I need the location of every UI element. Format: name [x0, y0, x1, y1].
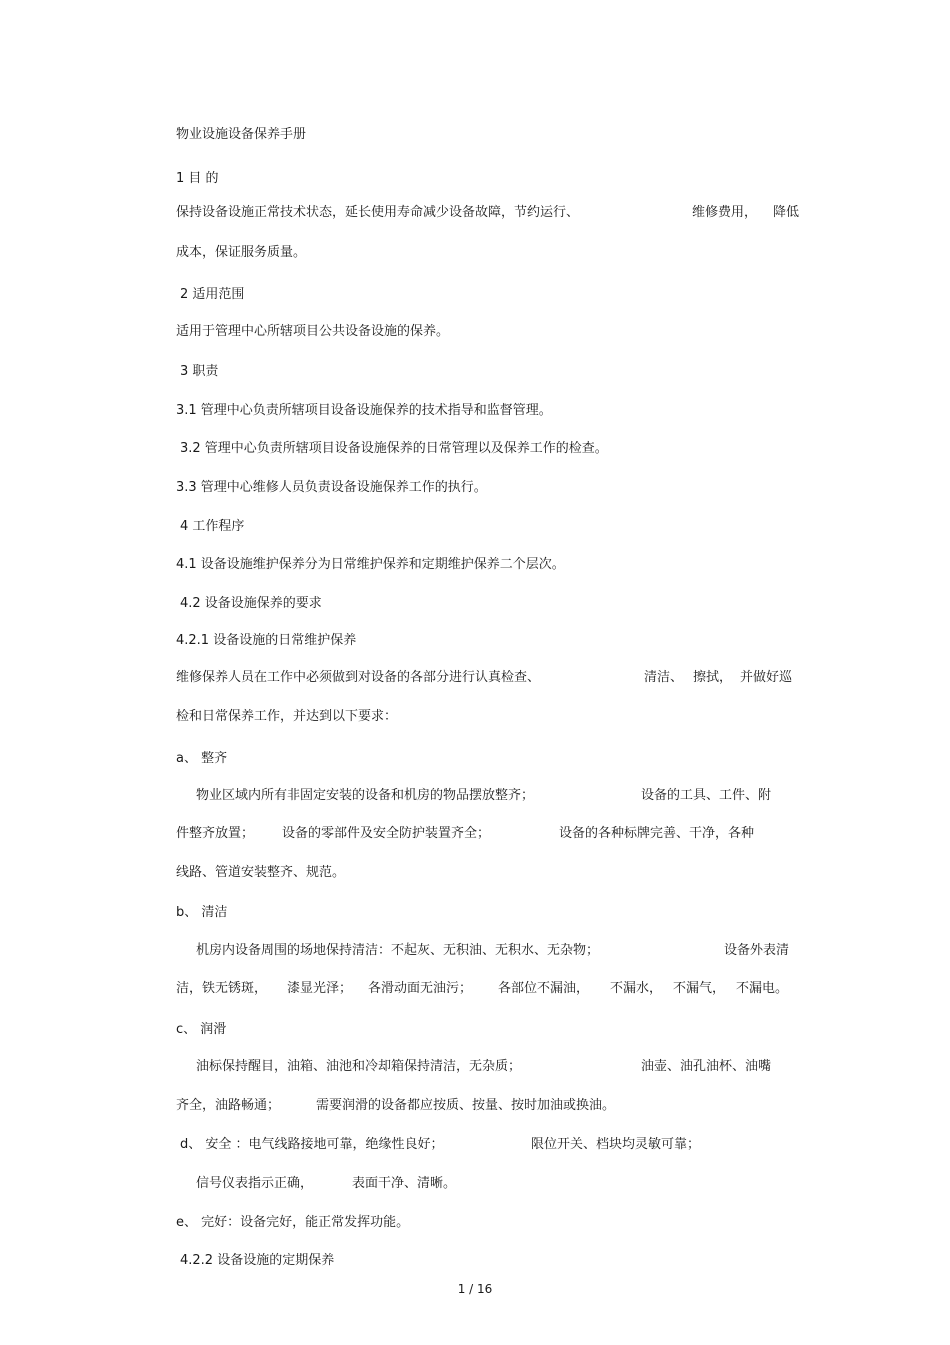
item-d-text: 表面干净、清晰。: [352, 1176, 457, 1191]
item-c-text: 油标保持醒目，油箱、油池和冷却箱保持清洁，无杂质；: [196, 1059, 522, 1074]
item-a-text: 设备的工具、工件、附: [641, 788, 772, 803]
item-c-text: 齐全，油路畅通；: [176, 1098, 281, 1113]
section-1-heading: 1 目 的: [176, 171, 219, 186]
section-4-2-1-text: 擦拭，: [693, 670, 733, 685]
section-4-2-1-text: 并做好巡: [740, 670, 793, 685]
item-b-text: 不漏气，: [673, 981, 726, 996]
item-c-text: 需要润滑的设备都应按质、按量、按时加油或换油。: [316, 1098, 616, 1113]
section-4-2-heading: 4.2 设备设施保养的要求: [180, 596, 322, 611]
item-a-text: 物业区域内所有非固定安装的设备和机房的物品摆放整齐；: [196, 788, 535, 803]
section-3-2-text: 3.2 管理中心负责所辖项目设备设施保养的日常管理以及保养工作的检查。: [180, 441, 608, 456]
section-4-1-text: 4.1 设备设施维护保养分为日常维护保养和定期维护保养二个层次。: [176, 557, 565, 572]
item-c-text: 油壶、油孔油杯、油嘴: [641, 1059, 772, 1074]
item-b-text: 不漏电。: [736, 981, 789, 996]
item-b-text: 机房内设备周围的场地保持清洁：不起灰、无积油、无积水、无杂物；: [196, 943, 600, 958]
item-a-text: 设备的各种标牌完善、干净，各种: [559, 826, 755, 841]
item-b-text: 各滑动面无油污；: [368, 981, 473, 996]
section-2-heading: 2 适用范围: [180, 287, 245, 302]
item-a-text: 线路、管道安装整齐、规范。: [176, 865, 346, 880]
item-a-text: 设备的零部件及安全防护装置齐全；: [282, 826, 491, 841]
section-4-2-1-heading: 4.2.1 设备设施的日常维护保养: [176, 633, 357, 648]
document-title: 物业设施设备保养手册: [176, 127, 307, 142]
item-c-label: c、 润滑: [176, 1022, 227, 1037]
item-b-text: 漆显光泽；: [287, 981, 353, 996]
item-d-text: 信号仪表指示正确，: [196, 1176, 314, 1191]
item-b-text: 洁，铁无锈斑，: [176, 981, 268, 996]
item-a-text: 件整齐放置；: [176, 826, 255, 841]
section-3-1-text: 3.1 管理中心负责所辖项目设备设施保养的技术指导和监督管理。: [176, 403, 552, 418]
section-4-2-1-text: 维修保养人员在工作中必须做到对设备的各部分进行认真检查、: [176, 670, 541, 685]
section-1-text: 成本，保证服务质量。: [176, 245, 307, 260]
item-b-text: 不漏水，: [610, 981, 663, 996]
section-4-heading: 4 工作程序: [180, 519, 245, 534]
item-d-text: 限位开关、档块均灵敏可靠；: [531, 1137, 701, 1152]
section-3-3-text: 3.3 管理中心维修人员负责设备设施保养工作的执行。: [176, 480, 487, 495]
item-b-label: b、 清洁: [176, 905, 228, 920]
section-4-2-2-heading: 4.2.2 设备设施的定期保养: [180, 1253, 335, 1268]
section-1-text: 维修费用，: [692, 205, 758, 220]
item-e-text: e、 完好：设备完好，能正常发挥功能。: [176, 1215, 410, 1230]
item-b-text: 设备外表清: [724, 943, 790, 958]
item-b-text: 各部位不漏油，: [498, 981, 590, 996]
section-1-text: 保持设备设施正常技术状态，延长使用寿命减少设备故障，节约运行、: [176, 205, 580, 220]
section-4-2-1-text: 清洁、: [644, 670, 684, 685]
item-a-label: a、 整齐: [176, 751, 228, 766]
section-2-text: 适用于管理中心所辖项目公共设备设施的保养。: [176, 324, 450, 339]
section-4-2-1-text: 检和日常保养工作，并达到以下要求：: [176, 709, 398, 724]
page-number: 1 / 16: [457, 1282, 493, 1296]
section-1-text: 降低: [773, 205, 800, 220]
section-3-heading: 3 职责: [180, 364, 219, 379]
item-d-text: d、 安全 ：电气线路接地可靠，绝缘性良好；: [180, 1137, 444, 1152]
